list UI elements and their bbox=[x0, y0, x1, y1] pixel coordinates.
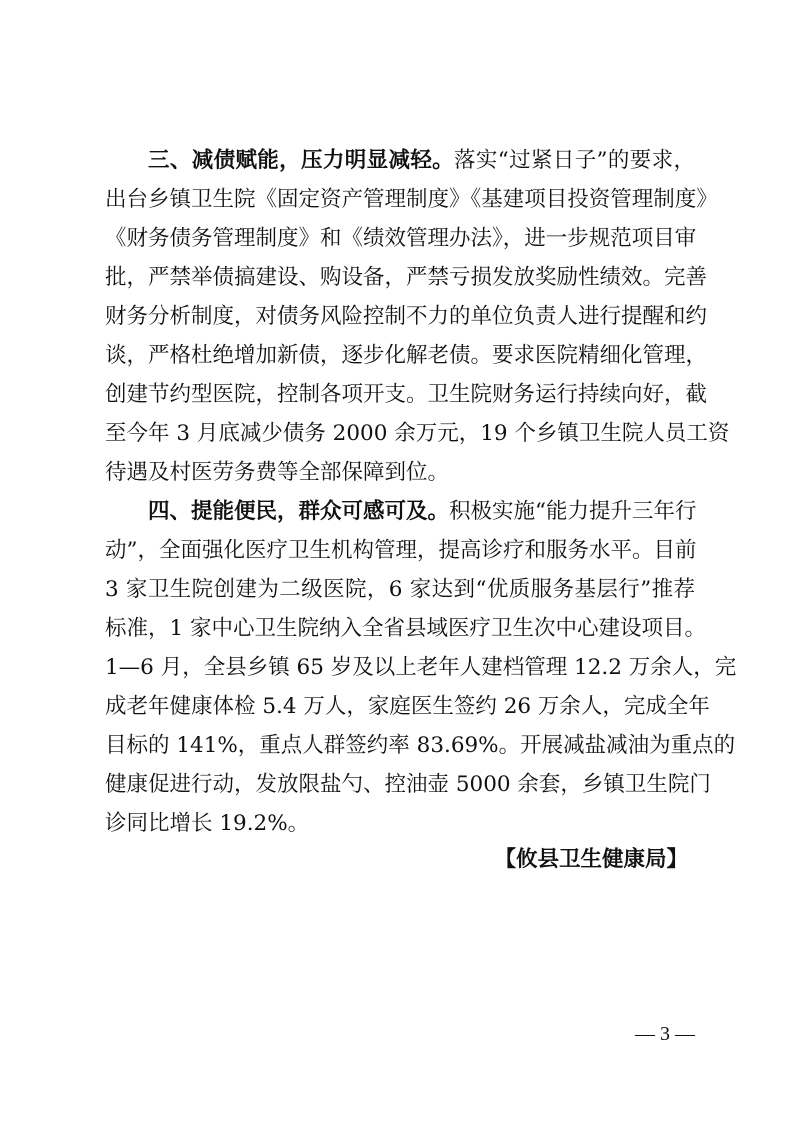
paragraph-line: 成老年健康体检 5.4 万人，家庭医生签约 26 万余人，完成全年 bbox=[105, 694, 710, 719]
section-heading: 三、减债赋能，压力明显减轻。 bbox=[148, 148, 455, 173]
paragraph-line: 待遇及村医劳务费等全部保障到位。 bbox=[105, 460, 450, 485]
paragraph-line: 1—6 月，全县乡镇 65 岁及以上老年人建档管理 12.2 万余人，完 bbox=[105, 655, 737, 680]
paragraph-line: 批，严禁举债搞建设、购设备，严禁亏损发放奖励性绩效。完善 bbox=[105, 265, 708, 290]
paragraph-line bbox=[148, 146, 695, 176]
paragraph-line: 诊同比增长 19.2%。 bbox=[105, 811, 310, 836]
paragraph-line: 至今年 3 月底减少债务 2000 余万元，19 个乡镇卫生院人员工资 bbox=[105, 421, 730, 446]
paragraph-line: 创建节约型医院，控制各项开支。卫生院财务运行持续向好，截 bbox=[105, 382, 708, 407]
paragraph-line: 《财务债务管理制度》和《绩效管理办法》，进一步规范项目审 bbox=[105, 226, 697, 251]
paragraph-line bbox=[148, 497, 695, 527]
paragraph-line: 3 家卫生院创建为二级医院，6 家达到“优质服务基层行”推荐 bbox=[105, 577, 695, 602]
paragraph-line: 健康促进行动，发放限盐勺、控油壶 5000 余套，乡镇卫生院门 bbox=[105, 772, 711, 797]
paragraph-line: 标准，1 家中心卫生院纳入全省县域医疗卫生次中心建设项目。 bbox=[105, 616, 707, 641]
paragraph-line: 动”，全面强化医疗卫生机构管理，提高诊疗和服务水平。目前 bbox=[105, 538, 697, 563]
paragraph-text: 积极实施“能力提升三年行 bbox=[449, 499, 697, 524]
paragraph-line: 目标的 141%，重点人群签约率 83.69%。开展减盐减油为重点的 bbox=[105, 733, 736, 758]
signature-organization: 【攸县卫生健康局】 bbox=[494, 847, 688, 872]
paragraph-line: 谈，严格杜绝增加新债，逐步化解老债。要求医院精细化管理， bbox=[105, 343, 708, 368]
paragraph-text: 落实“过紧日子”的要求， bbox=[454, 148, 695, 173]
page-number: — 3 — bbox=[635, 1023, 695, 1045]
paragraph-line: 财务分析制度，对债务风险控制不力的单位负责人进行提醒和约 bbox=[105, 304, 708, 329]
paragraph-line: 出台乡镇卫生院《固定资产管理制度》《基建项目投资管理制度》 bbox=[105, 187, 718, 212]
section-heading: 四、提能便民，群众可感可及。 bbox=[148, 499, 450, 524]
